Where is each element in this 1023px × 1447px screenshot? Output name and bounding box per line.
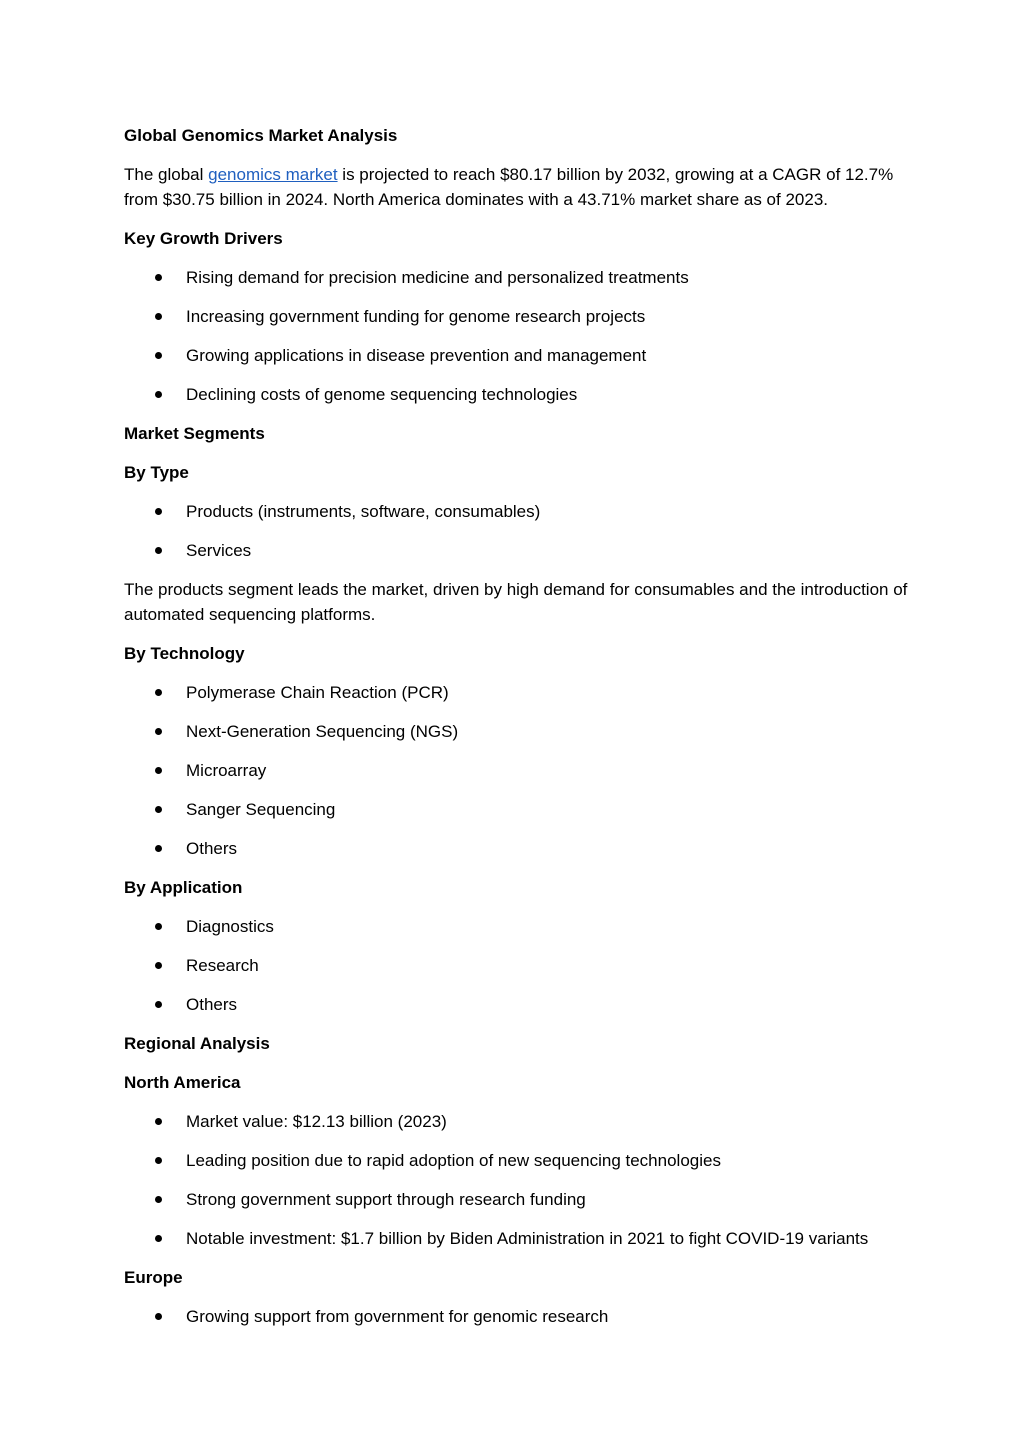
growth-drivers-heading: Key Growth Drivers [124, 229, 283, 248]
list-item-text: Growing applications in disease prevention and management [186, 346, 647, 365]
list-item [124, 758, 914, 783]
list-item [124, 343, 914, 368]
list-item-text: Increasing government funding for genome research projects [186, 307, 646, 326]
regional-analysis-heading: Regional Analysis [124, 1034, 270, 1053]
by-application-list [124, 914, 914, 1017]
market-segments-heading: Market Segments [124, 424, 265, 443]
list-item-text: Sanger Sequencing [186, 800, 336, 819]
list-item [124, 992, 914, 1017]
list-item [124, 1109, 914, 1134]
list-item [124, 1226, 914, 1251]
north-america-heading: North America [124, 1073, 241, 1092]
document-page [124, 123, 914, 1343]
list-item-text: Notable investment: $1.7 billion by Biden Administration in 2021 to fight COVID-19 variants [186, 1229, 869, 1248]
bullet-icon [155, 1118, 162, 1125]
bullet-icon [155, 1001, 162, 1008]
bullet-icon [155, 806, 162, 813]
bullet-icon [155, 689, 162, 696]
bullet-icon [155, 1196, 162, 1203]
by-type-list [124, 499, 914, 563]
europe-list [124, 1304, 914, 1329]
list-item-text: Research [186, 956, 259, 975]
list-item [124, 265, 914, 290]
genomics-market-link[interactable]: genomics market [208, 165, 338, 184]
list-item-text: Diagnostics [186, 917, 274, 936]
list-item-text: Services [186, 541, 252, 560]
bullet-icon [155, 547, 162, 554]
list-item-text: Growing support from government for genomic research [186, 1307, 609, 1326]
list-item-text: Others [186, 995, 238, 1014]
bullet-icon [155, 845, 162, 852]
bullet-icon [155, 962, 162, 969]
by-technology-list [124, 680, 914, 861]
list-item [124, 382, 914, 407]
list-item [124, 1187, 914, 1212]
list-item [124, 914, 914, 939]
bullet-icon [155, 1157, 162, 1164]
bullet-icon [155, 767, 162, 774]
bullet-icon [155, 274, 162, 281]
list-item-text: Others [186, 839, 238, 858]
bullet-icon [155, 391, 162, 398]
growth-drivers-list [124, 265, 914, 407]
list-item [124, 499, 914, 524]
by-technology-heading: By Technology [124, 644, 245, 663]
list-item [124, 538, 914, 563]
list-item-text: Next-Generation Sequencing (NGS) [186, 722, 459, 741]
intro-paragraph [124, 162, 914, 212]
by-application-heading: By Application [124, 878, 243, 897]
list-item [124, 797, 914, 822]
bullet-icon [155, 923, 162, 930]
bullet-icon [155, 1235, 162, 1242]
list-item-text: Microarray [186, 761, 267, 780]
document-title: Global Genomics Market Analysis [124, 126, 398, 145]
intro-text-after-link: is projected to reach $80.17 billion by 2032, growing at a CAGR of 12.7% from $30.75 billion in 2024. North America dominates with a 43.71% market share as of 2023. [124, 165, 894, 209]
bullet-icon [155, 728, 162, 735]
north-america-list [124, 1109, 914, 1251]
list-item-text: Products (instruments, software, consumables) [186, 502, 541, 521]
list-item [124, 953, 914, 978]
intro-text-before-link: The global [124, 165, 209, 184]
list-item [124, 1148, 914, 1173]
list-item-text: Leading position due to rapid adoption of new sequencing technologies [186, 1151, 721, 1170]
list-item [124, 680, 914, 705]
by-type-heading: By Type [124, 463, 189, 482]
list-item [124, 304, 914, 329]
list-item-text: Strong government support through research funding [186, 1190, 586, 1209]
bullet-icon [155, 313, 162, 320]
list-item-text: Market value: $12.13 billion (2023) [186, 1112, 447, 1131]
europe-heading: Europe [124, 1268, 183, 1287]
bullet-icon [155, 1313, 162, 1320]
bullet-icon [155, 352, 162, 359]
list-item [124, 836, 914, 861]
list-item [124, 719, 914, 744]
list-item-text: Polymerase Chain Reaction (PCR) [186, 683, 449, 702]
bullet-icon [155, 508, 162, 515]
list-item-text: Rising demand for precision medicine and personalized treatments [186, 268, 689, 287]
list-item [124, 1304, 914, 1329]
by-type-note: The products segment leads the market, driven by high demand for consumables and the introduction of automated sequencing platforms. [124, 580, 908, 624]
list-item-text: Declining costs of genome sequencing technologies [186, 385, 578, 404]
